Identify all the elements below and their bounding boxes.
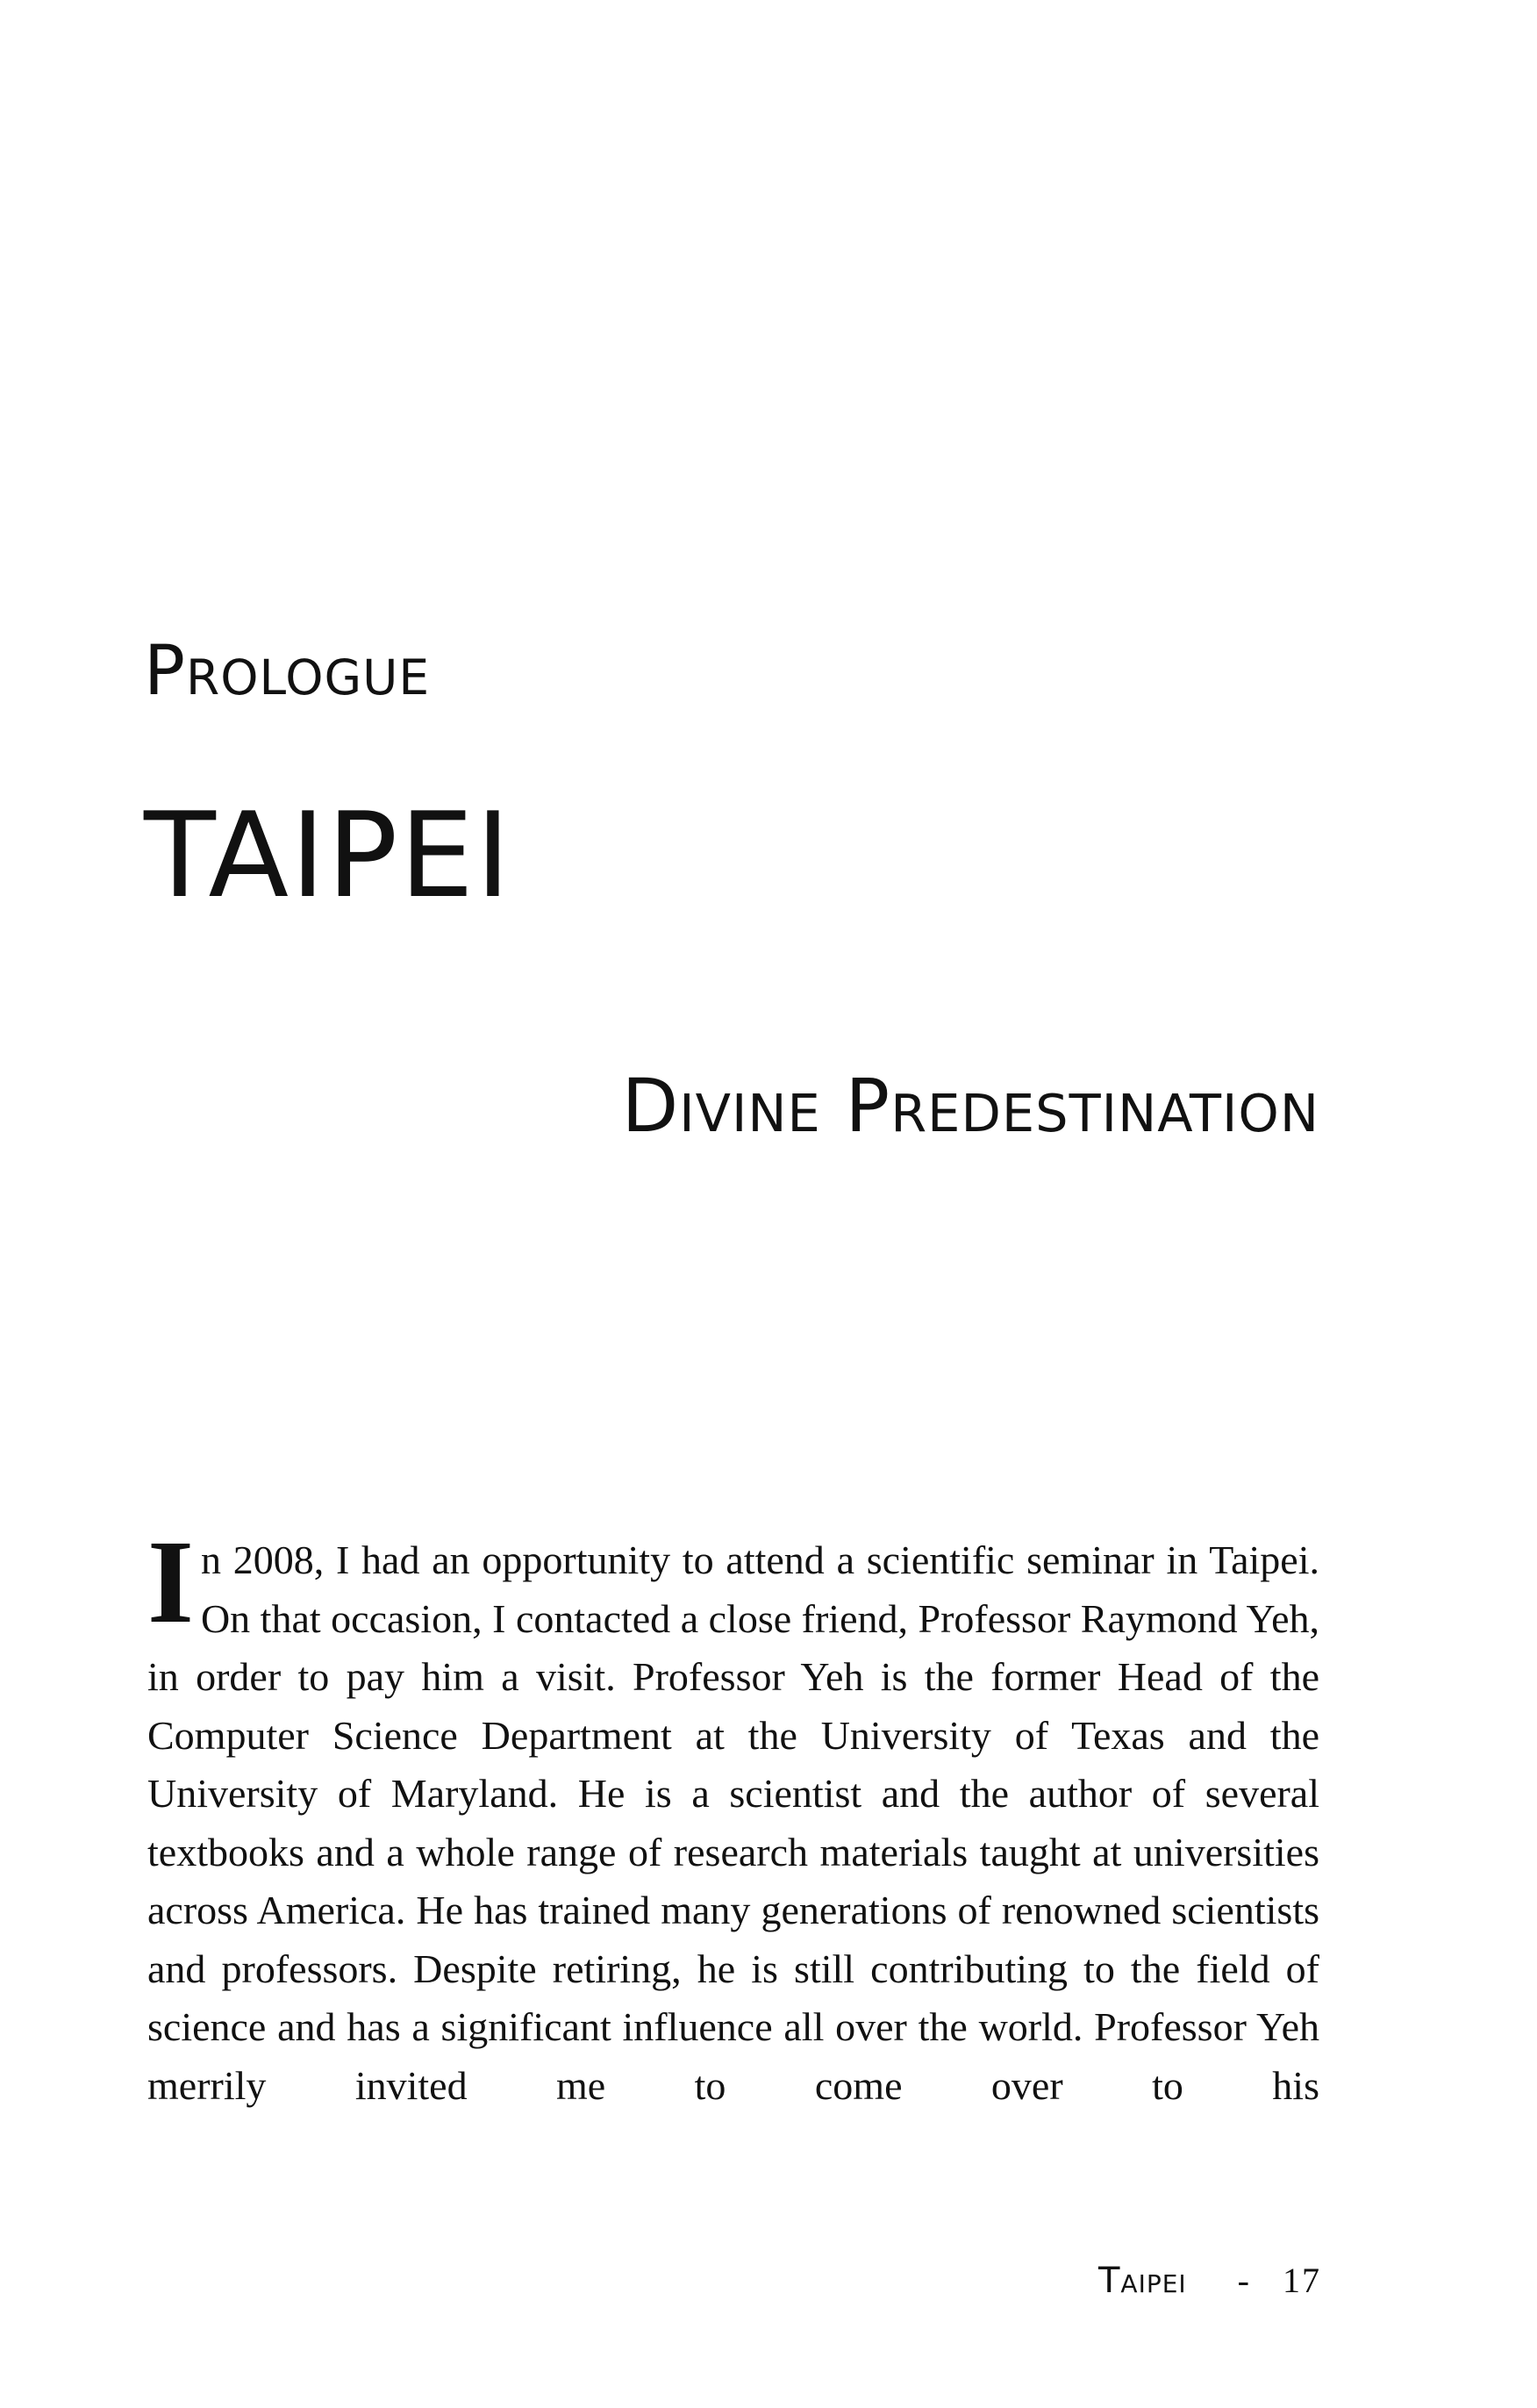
running-title: Taipei: [1097, 2261, 1187, 2301]
footer-separator: -: [1237, 2261, 1249, 2300]
paragraph-text: n 2008, I had an opportunity to attend a scientific seminar in Taipei. On that occasion, I contacted a close friend, Professor Raymond Yeh, in order to pay him a visit. Professor Yeh is the former Head of the Computer Science Department at the University of Texas and the University of Maryland. He is a scientist and the author of several textbooks and a whole range of research materials taught at universities across America. He has trained many generations of renowned scientists and professors. Despite retiring, he is still contributing to the field of science and has a significant influence all over the world. Professor Yeh merrily invited me to come over to his: [147, 1537, 1319, 2108]
body-paragraph: [147, 1516, 1319, 2115]
page-footer: [1098, 2260, 1321, 2302]
chapter-label: Prologue: [144, 632, 431, 711]
chapter-subtitle: Divine Predestination: [621, 1063, 1319, 1149]
drop-cap: I: [147, 1516, 194, 1648]
page-number: 17: [1283, 2261, 1321, 2300]
chapter-title: TAIPEI: [144, 787, 512, 924]
